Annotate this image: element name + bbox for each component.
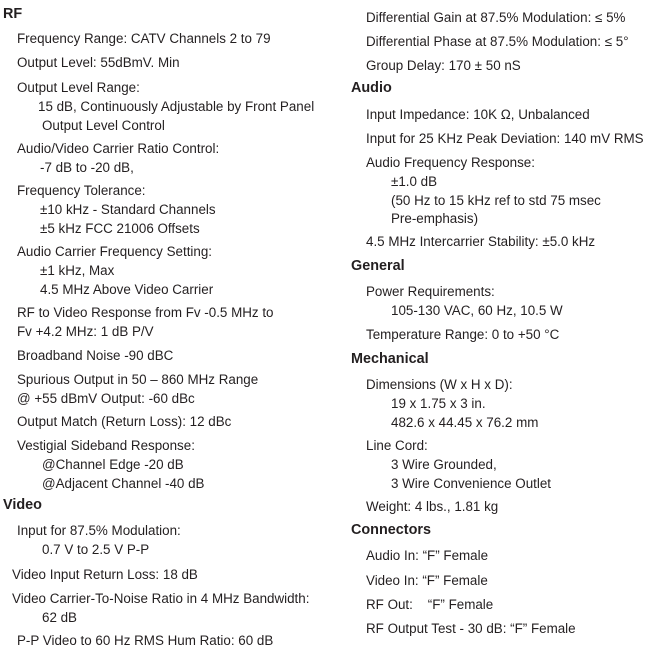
spec-line: ±1.0 dB (391, 174, 438, 189)
spec-line: Output Level Control (42, 118, 165, 133)
spec-line: 4.5 MHz Intercarrier Stability: ±5.0 kHz (366, 234, 596, 249)
spec-line: Differential Phase at 87.5% Modulation: ≤ 5° (366, 34, 629, 49)
spec-line: Dimensions (W x H x D): (366, 377, 513, 392)
spec-line: P-P Video to 60 Hz RMS Hum Ratio: 60 dB (17, 633, 274, 648)
spec-line: Audio/Video Carrier Ratio Control: (17, 141, 220, 156)
spec-line: 3 Wire Grounded, (391, 457, 497, 472)
section-heading-audio: Audio (351, 80, 392, 96)
spec-line: 105-130 VAC, 60 Hz, 10.5 W (391, 303, 563, 318)
spec-line: @Channel Edge -20 dB (42, 457, 184, 472)
spec-line: 62 dB (42, 610, 77, 625)
spec-line: Output Match (Return Loss): 12 dBc (17, 414, 232, 429)
spec-line: Input for 87.5% Modulation: (17, 523, 181, 538)
spec-line: Broadband Noise -90 dBC (17, 348, 174, 363)
spec-line: Audio In: “F” Female (366, 548, 489, 563)
spec-line: Video In: “F” Female (366, 573, 488, 588)
spec-line: RF Output Test - 30 dB: “F” Female (366, 621, 576, 636)
spec-line: 4.5 MHz Above Video Carrier (40, 282, 214, 297)
spec-line: Spurious Output in 50 – 860 MHz Range (17, 372, 259, 387)
spec-line: ±10 kHz - Standard Channels (40, 202, 216, 217)
section-heading-mechanical: Mechanical (351, 351, 429, 367)
spec-line: 3 Wire Convenience Outlet (391, 476, 552, 491)
spec-line: ±5 kHz FCC 21006 Offsets (40, 221, 200, 236)
spec-line: Output Level Range: (17, 80, 140, 95)
spec-line: Power Requirements: (366, 284, 495, 299)
spec-line: Input Impedance: 10K Ω, Unbalanced (366, 107, 590, 122)
spec-line: Line Cord: (366, 438, 428, 453)
spec-line: Audio Frequency Response: (366, 155, 535, 170)
spec-line: Frequency Range: CATV Channels 2 to 79 (17, 31, 271, 46)
spec-line: Vestigial Sideband Response: (17, 438, 195, 453)
spec-line: RF to Video Response from Fv -0.5 MHz to (17, 305, 274, 320)
section-heading-general: General (351, 258, 405, 274)
spec-line: 19 x 1.75 x 3 in. (391, 396, 486, 411)
spec-line: 15 dB, Continuously Adjustable by Front Panel (38, 99, 315, 114)
spec-line: Output Level: 55dBmV. Min (17, 55, 180, 70)
spec-line: Group Delay: 170 ± 50 nS (366, 58, 521, 73)
spec-line: ±1 kHz, Max (40, 263, 115, 278)
spec-line: RF Out: “F” Female (366, 597, 494, 612)
spec-line: 482.6 x 44.45 x 76.2 mm (391, 415, 539, 430)
spec-line: @ +55 dBmV Output: -60 dBc (17, 391, 195, 406)
section-heading-connectors: Connectors (351, 522, 431, 538)
spec-line: (50 Hz to 15 kHz ref to std 75 msec (391, 193, 601, 208)
spec-line: Input for 25 KHz Peak Deviation: 140 mV RMS (366, 131, 644, 146)
spec-line: Differential Gain at 87.5% Modulation: ≤ 5% (366, 10, 626, 25)
spec-line: Frequency Tolerance: (17, 183, 146, 198)
spec-line: Video Carrier-To-Noise Ratio in 4 MHz Bandwidth: (12, 591, 310, 606)
spec-line: -7 dB to -20 dB, (40, 160, 134, 175)
spec-line: @Adjacent Channel -40 dB (42, 476, 205, 491)
spec-line: Temperature Range: 0 to +50 °C (366, 327, 560, 342)
section-heading-rf: RF (3, 6, 23, 22)
spec-line: Pre-emphasis) (391, 211, 479, 226)
spec-line: Video Input Return Loss: 18 dB (12, 567, 198, 582)
spec-line: 0.7 V to 2.5 V P-P (42, 542, 150, 557)
spec-line: Audio Carrier Frequency Setting: (17, 244, 213, 259)
spec-line: Fv +4.2 MHz: 1 dB P/V (17, 324, 154, 339)
section-heading-video: Video (3, 497, 42, 513)
spec-line: Weight: 4 lbs., 1.81 kg (366, 499, 499, 514)
